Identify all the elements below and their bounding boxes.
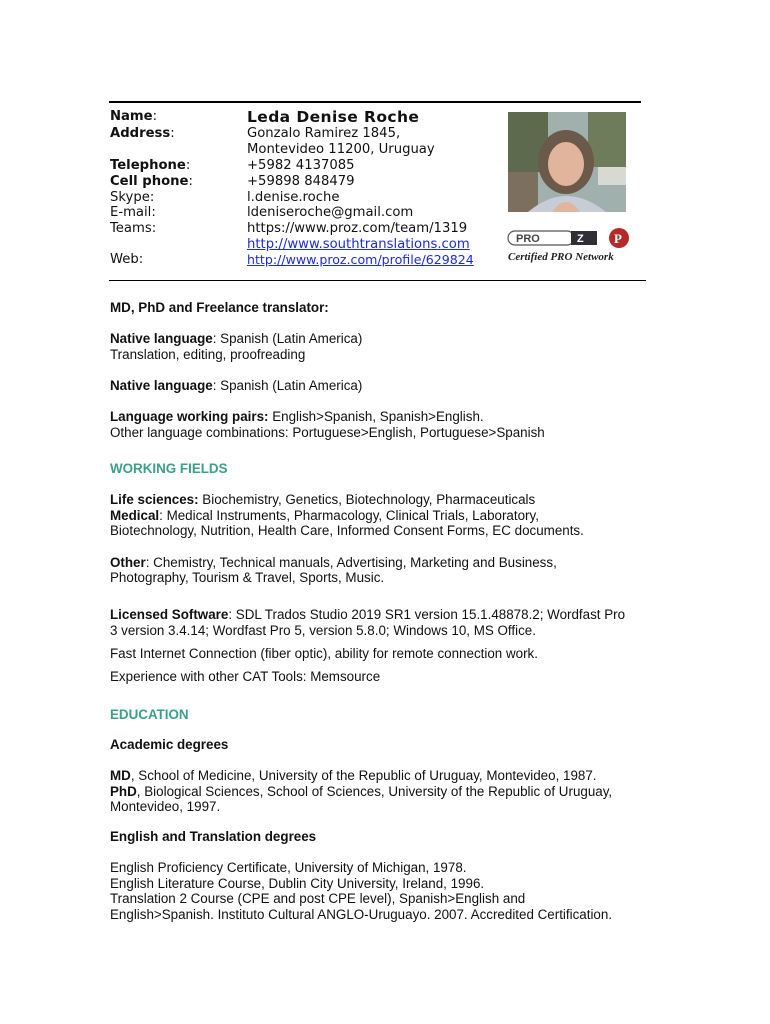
profile-title: MD, PhD and Freelance translator: <box>110 300 329 315</box>
address-line-2: Montevideo 11200, Uruguay <box>247 142 435 157</box>
profile-photo-illustration <box>508 112 626 212</box>
native-language-2: Native language: Spanish (Latin America) <box>110 378 363 393</box>
name-label: Name: <box>110 109 158 124</box>
skype-label: Skype: <box>110 190 155 205</box>
education-heading: EDUCATION <box>110 707 189 722</box>
english-translation-heading: English and Translation degrees <box>110 829 317 844</box>
native-language-1: Native language: Spanish (Latin America) <box>110 331 363 346</box>
medical-line: Medical: Medical Instruments, Pharmacology, Clinical Trials, Laboratory, <box>110 508 539 523</box>
teams-label: Teams: <box>110 221 157 236</box>
email-value: ldeniseroche@gmail.com <box>247 205 414 220</box>
address-label: Address: <box>110 126 175 141</box>
telephone-value: +5982 4137085 <box>247 158 355 173</box>
md-degree: MD, School of Medicine, University of the Republic of Uruguay, Montevideo, 1987. <box>110 768 597 783</box>
other-fields-line-2: Photography, Tourism & Travel, Sports, Music. <box>110 570 385 585</box>
phd-degree-line-2: Montevideo, 1997. <box>110 799 221 814</box>
english-cert-line-3: Translation 2 Course (CPE and post CPE level), Spanish>English and <box>110 891 526 906</box>
telephone-label: Telephone: <box>110 158 191 173</box>
cellphone-label: Cell phone: <box>110 174 193 189</box>
proz-logo-pro-text: PRO <box>516 233 540 245</box>
other-fields-line: Other: Chemistry, Technical manuals, Advertising, Marketing and Business, <box>110 555 557 570</box>
working-pairs: Language working pairs: English>Spanish, Spanish>English. <box>110 409 484 424</box>
web-link-proz-profile[interactable]: http://www.proz.com/profile/629824 <box>247 252 474 267</box>
licensed-software-line: Licensed Software: SDL Trados Studio 2019 SR1 version 15.1.48878.2; Wordfast Pro <box>110 607 626 622</box>
header-top-rule <box>109 101 641 103</box>
person-name: Leda Denise Roche <box>247 108 420 126</box>
english-cert-line-4: English>Spanish. Instituto Cultural ANGLO-Uruguayo. 2007. Accredited Certification. <box>110 907 613 922</box>
web-label: Web: <box>110 252 144 267</box>
licensed-software-line-2: 3 version 3.4.14; Wordfast Pro 5, version 5.8.0; Windows 10, MS Office. <box>110 623 536 638</box>
skype-value: l.denise.roche <box>247 190 340 205</box>
proz-certified-logo <box>507 226 635 266</box>
web-link-southtranslations[interactable]: http://www.southtranslations.com <box>247 237 470 252</box>
proz-logo-z-text: Z <box>577 233 584 245</box>
proz-logo-graphic <box>507 226 635 266</box>
academic-degrees-heading: Academic degrees <box>110 737 229 752</box>
phd-degree: PhD, Biological Sciences, School of Sciences, University of the Republic of Uruguay, <box>110 784 613 799</box>
email-label: E-mail: <box>110 205 156 220</box>
english-cert-line-1: English Proficiency Certificate, University of Michigan, 1978. <box>110 860 467 875</box>
services-line: Translation, editing, proofreading <box>110 347 306 362</box>
teams-value: https://www.proz.com/team/1319 <box>247 221 468 236</box>
other-combinations: Other language combinations: Portuguese>English, Portuguese>Spanish <box>110 425 545 440</box>
profile-photo <box>508 112 626 212</box>
working-fields-heading: WORKING FIELDS <box>110 461 228 476</box>
header-bottom-rule <box>109 280 646 281</box>
certified-pro-network-text: Certified PRO Network <box>508 251 614 263</box>
address-line-1: Gonzalo Ramirez 1845, <box>247 126 401 141</box>
cat-tools-experience: Experience with other CAT Tools: Memsource <box>110 669 381 684</box>
proz-logo-p-text: P <box>614 231 622 246</box>
english-cert-line-2: English Literature Course, Dublin City University, Ireland, 1996. <box>110 876 485 891</box>
internet-connection: Fast Internet Connection (fiber optic), ability for remote connection work. <box>110 646 538 661</box>
medical-line-2: Biotechnology, Nutrition, Health Care, Informed Consent Forms, EC documents. <box>110 523 584 538</box>
life-sciences-line: Life sciences: Biochemistry, Genetics, Biotechnology, Pharmaceuticals <box>110 492 536 507</box>
cellphone-value: +59898 848479 <box>247 174 355 189</box>
